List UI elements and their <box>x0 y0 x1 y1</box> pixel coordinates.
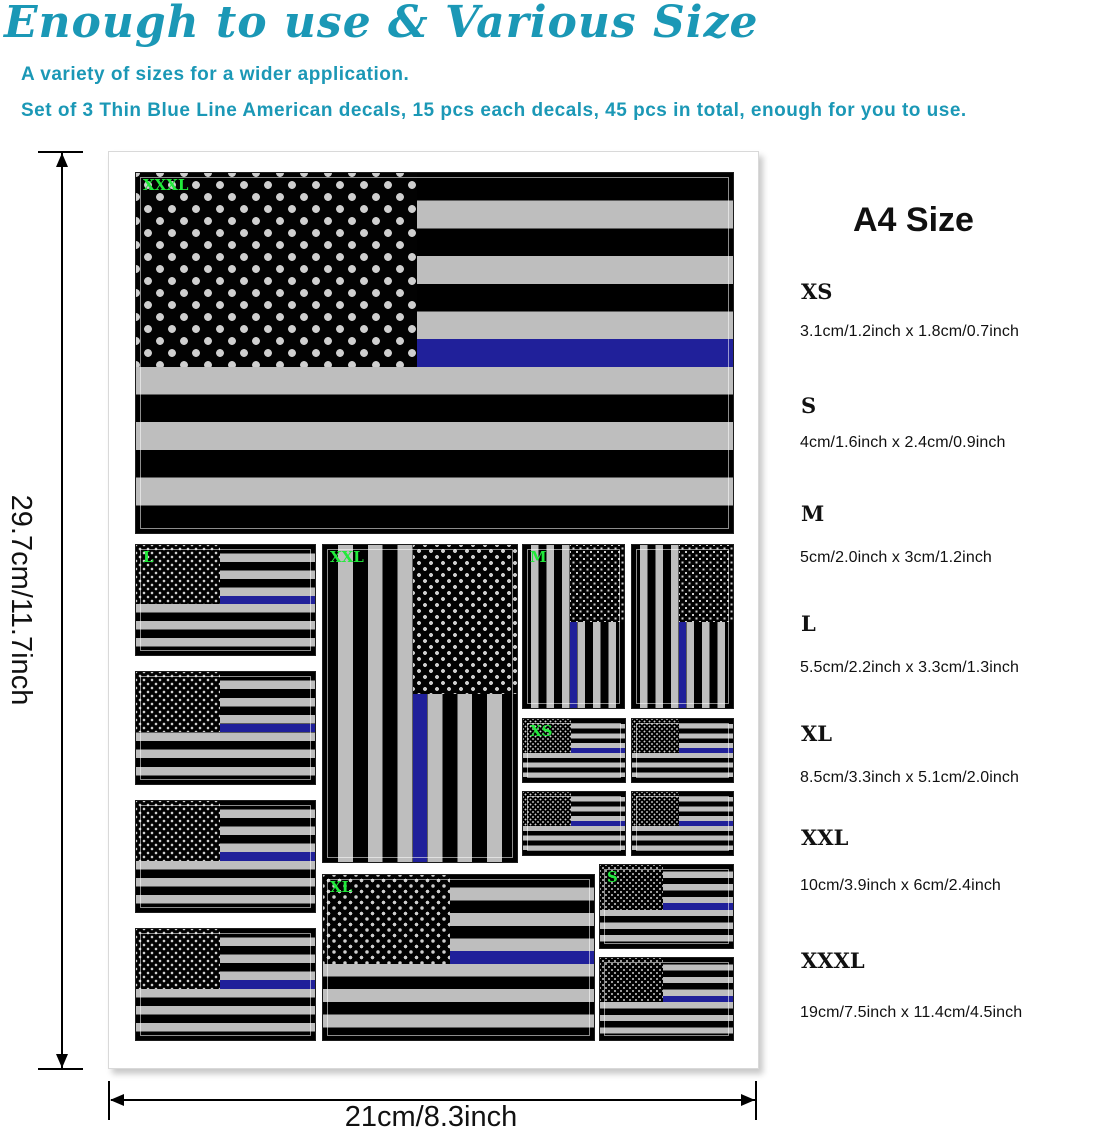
height-dimension-line <box>61 153 63 1069</box>
l-flag-icon-4 <box>136 929 315 1040</box>
l-flag-icon-3 <box>136 801 315 912</box>
star-field-icon <box>632 792 679 826</box>
m-flag-icon-1 <box>523 545 624 708</box>
size-dimensions-s: 4cm/1.6inch x 2.4cm/0.9inch <box>800 434 1006 451</box>
size-name-l: L <box>801 611 816 636</box>
xl-flag-icon <box>323 875 594 1040</box>
sheet-height-label: 29.7cm/11.7inch <box>5 494 37 706</box>
m-size-label: M <box>530 548 547 566</box>
a4-size-title: A4 Size <box>853 201 974 239</box>
s-flag-icon-2 <box>600 958 733 1040</box>
star-field-icon <box>600 958 663 1002</box>
size-dimensions-xl: 8.5cm/3.3inch x 5.1cm/2.0inch <box>800 769 1020 786</box>
star-field-icon <box>413 545 517 694</box>
headline: Enough to use & Various Size <box>4 0 759 48</box>
star-field-icon <box>523 792 571 826</box>
xs-flag-icon-3 <box>523 792 625 855</box>
xs-flag-icon-4 <box>632 792 733 855</box>
size-dimensions-xxxl: 19cm/7.5inch x 11.4cm/4.5inch <box>800 1004 1023 1021</box>
star-field-icon <box>570 545 624 622</box>
left-arrow-icon <box>110 1094 124 1106</box>
sheet-width-label: 21cm/8.3inch <box>344 1101 518 1133</box>
star-field-icon <box>136 173 417 367</box>
l-size-label: L <box>143 548 154 566</box>
l-flag-icon-2 <box>136 672 315 784</box>
m-flag-icon-2 <box>632 545 733 708</box>
xxxl-size-label: XXXL <box>143 176 189 194</box>
size-name-m: M <box>801 501 825 526</box>
l-flag-icon-1 <box>136 545 315 655</box>
xxxl-flag-icon <box>136 173 733 533</box>
variety-description: A variety of sizes for a wider application. <box>21 64 410 85</box>
size-name-xl: XL <box>801 721 833 746</box>
star-field-icon <box>136 672 220 732</box>
size-name-xxl: XXL <box>801 825 849 850</box>
xl-size-label: XL <box>330 878 353 896</box>
up-arrow-icon <box>56 153 68 167</box>
height-dimension-bottom-tick <box>38 1068 83 1070</box>
size-dimensions-l: 5.5cm/2.2inch x 3.3cm/1.3inch <box>800 659 1020 676</box>
star-field-icon <box>136 801 220 861</box>
xxl-flag-icon <box>323 545 517 862</box>
xs-flag-icon-2 <box>632 719 733 782</box>
size-dimensions-xs: 3.1cm/1.2inch x 1.8cm/0.7inch <box>800 323 1020 340</box>
xxl-size-label: XXL <box>330 548 364 566</box>
s-flag-icon-1 <box>600 865 733 948</box>
right-arrow-icon <box>741 1094 755 1106</box>
size-name-s: S <box>801 393 817 418</box>
star-field-icon <box>632 719 679 753</box>
size-dimensions-m: 5cm/2.0inch x 3cm/1.2inch <box>800 549 992 566</box>
down-arrow-icon <box>56 1054 68 1068</box>
set-description: Set of 3 Thin Blue Line American decals, 15 pcs each decals, 45 pcs in total, enough for you to use. <box>21 100 967 121</box>
star-field-icon <box>136 929 220 989</box>
size-name-xs: XS <box>801 279 833 304</box>
size-name-xxxl: XXXL <box>801 948 865 973</box>
xs-flag-icon-1 <box>523 719 625 782</box>
size-dimensions-xxl: 10cm/3.9inch x 6cm/2.4inch <box>800 877 1001 894</box>
star-field-icon <box>679 545 733 622</box>
a4-decal-sheet <box>108 151 759 1069</box>
xs-size-label: XS <box>530 722 553 740</box>
s-size-label: S <box>607 868 618 886</box>
